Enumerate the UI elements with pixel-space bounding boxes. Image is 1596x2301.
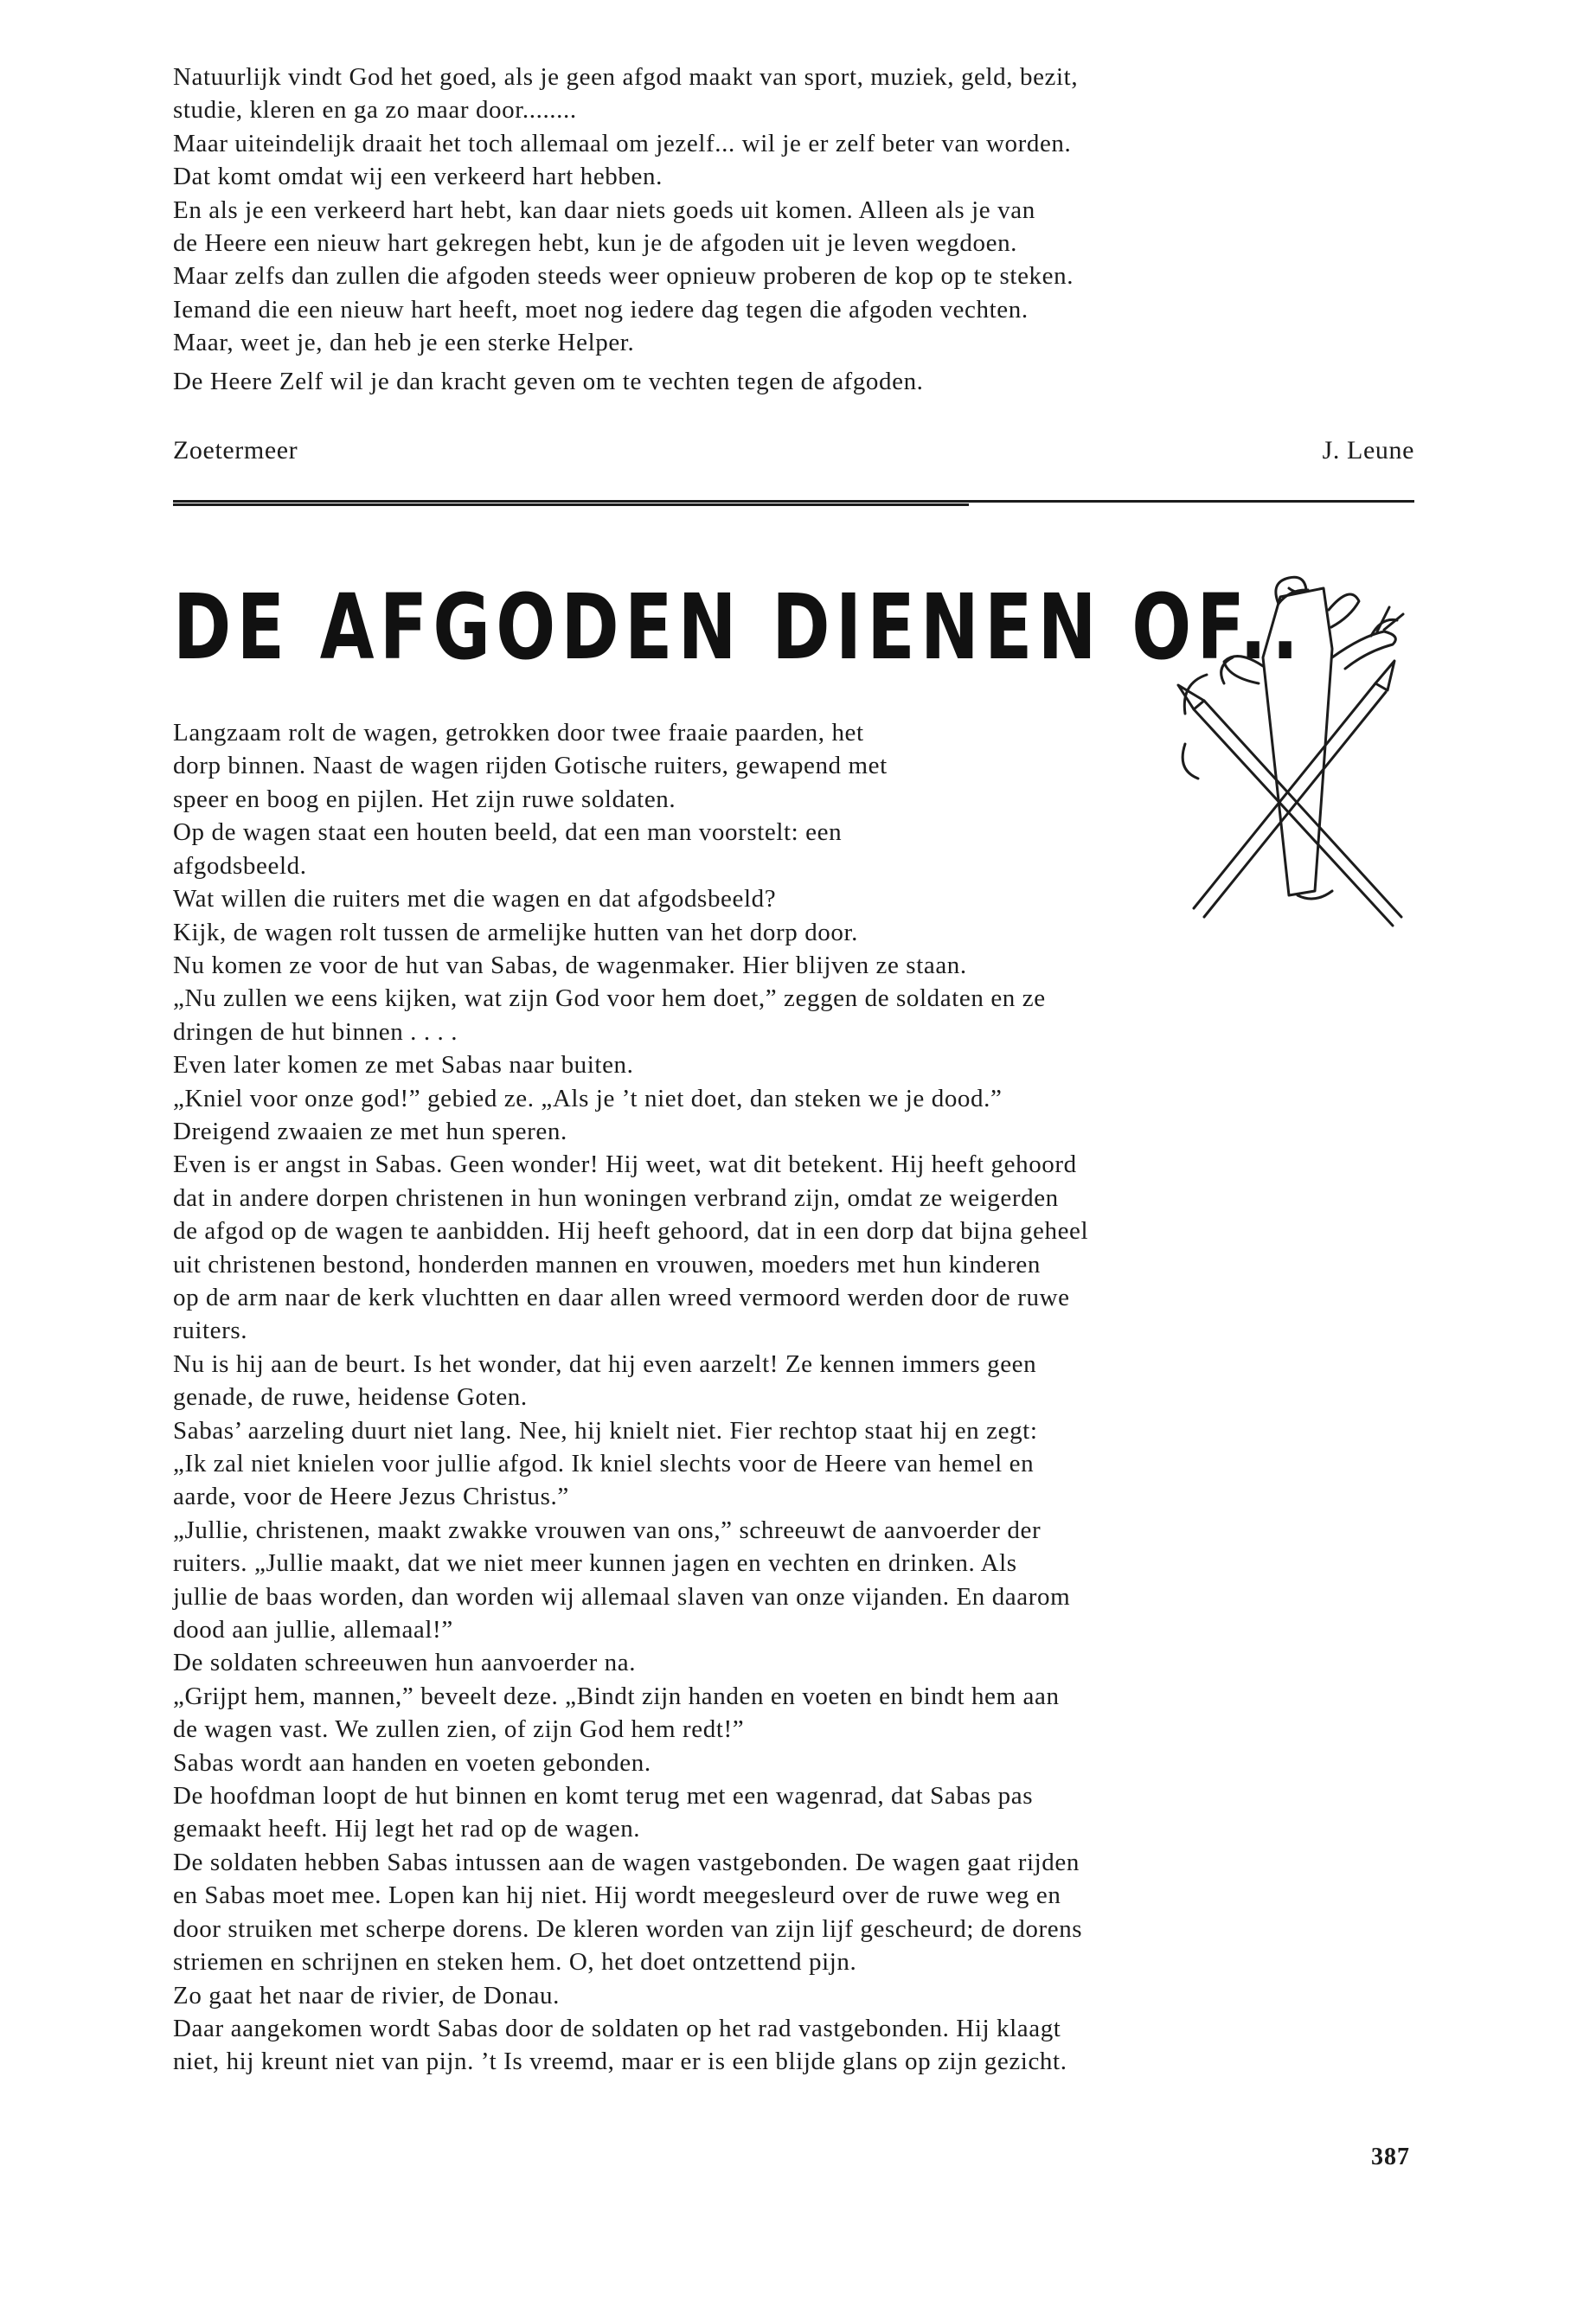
article-line: Sabas’ aarzeling duurt niet lang. Nee, hij knielt niet. Fier rechtop staat hij en zegt:	[173, 1416, 1038, 1445]
article-line: Op de wagen staat een houten beeld, dat een man voorstelt: een	[173, 818, 843, 847]
article-line: „Nu zullen we eens kijken, wat zijn God voor hem doet,” zeggen de soldaten en ze	[173, 984, 1046, 1013]
article-line: Zo gaat het naar de rivier, de Donau.	[173, 1981, 560, 2009]
article-line: aarde, voor de Heere Jezus Christus.”	[173, 1483, 569, 1511]
intro-line: En als je een verkeerd hart hebt, kan daar niets goeds uit komen. Alleen als je van	[173, 195, 1035, 224]
article-line: Wat willen die ruiters met die wagen en dat afgodsbeeld?	[173, 885, 777, 913]
intro-line: Maar zelfs dan zullen die afgoden steeds weer opnieuw proberen de kop op te steken.	[173, 262, 1074, 291]
article-line: dood aan jullie, allemaal!”	[173, 1616, 453, 1644]
article-line: speer en boog en pijlen. Het zijn ruwe soldaten.	[173, 785, 676, 813]
article-title: DE AFGODEN DIENEN OF..	[173, 574, 1304, 681]
intro-line: Natuurlijk vindt God het goed, als je geen afgod maakt van sport, muziek, geld, bezit,	[173, 63, 1079, 91]
intro-line: Dat komt omdat wij een verkeerd hart hebben.	[173, 163, 663, 191]
crossed-spears	[1178, 661, 1401, 926]
article-line: Kijk, de wagen rolt tussen de armelijke hutten van het dorp door.	[173, 918, 859, 946]
intro-line: studie, kleren en ga zo maar door........	[173, 96, 577, 125]
signature-place: Zoetermeer	[173, 436, 298, 465]
intro-line: Maar uiteindelijk draait het toch allemaal om jezelf... wil je er zelf beter van worden.	[173, 129, 1072, 157]
article-line: afgodsbeeld.	[173, 851, 307, 880]
idol-with-crossed-spears-illustration	[1159, 562, 1419, 943]
article-line: dringen de hut binnen . . . .	[173, 1017, 458, 1046]
intro-line: Iemand die een nieuw hart heeft, moet nog iedere dag tegen die afgoden vechten.	[173, 295, 1029, 324]
signature-author: J. Leune	[1322, 436, 1414, 465]
article-line: de afgod op de wagen te aanbidden. Hij heeft gehoord, dat in een dorp dat bijna geheel	[173, 1217, 1089, 1246]
article-line: Even later komen ze met Sabas naar buiten.	[173, 1051, 634, 1080]
article-line: De soldaten hebben Sabas intussen aan de wagen vastgebonden. De wagen gaat rijden	[173, 1848, 1080, 1876]
article-line: Dreigend zwaaien ze met hun speren.	[173, 1117, 567, 1145]
article-line: Even is er angst in Sabas. Geen wonder! Hij weet, wat dit betekent. Hij heeft gehoord	[173, 1150, 1077, 1179]
article-line: „Kniel voor onze god!” gebied ze. „Als je ’t niet doet, dan steken we je dood.”	[173, 1084, 1003, 1112]
intro-section	[173, 61, 1419, 465]
article-line: De soldaten schreeuwen hun aanvoerder na.	[173, 1649, 637, 1677]
article-line: ruiters. „Jullie maakt, dat we niet meer kunnen jagen en vechten en drinken. Als	[173, 1549, 1017, 1578]
section-divider	[173, 500, 1414, 509]
article-line: „Ik zal niet knielen voor jullie afgod. Ik kniel slechts voor de Heere van hemel en	[173, 1450, 1035, 1477]
article-line: genade, de ruwe, heidense Goten.	[173, 1383, 528, 1412]
article-line: striemen en schrijnen en steken hem. O, het doet ontzettend pijn.	[173, 1948, 857, 1977]
divider-line-short	[173, 503, 969, 506]
article-line: jullie de baas worden, dan worden wij allemaal slaven van onze vijanden. En daarom	[173, 1582, 1071, 1611]
article-intro-column	[173, 716, 1155, 949]
article-line: gemaakt heeft. Hij legt het rad op de wagen.	[173, 1815, 641, 1843]
article-line: niet, hij kreunt niet van pijn. ’t Is vreemd, maar er is een blijde glans op zijn gezicht.	[173, 2048, 1067, 2076]
intro-line: Maar, weet je, dan heb je een sterke Helper.	[173, 329, 635, 357]
article-line: op de arm naar de kerk vluchtten en daar allen wreed vermoord werden door de ruwe	[173, 1283, 1070, 1311]
signature-row	[173, 436, 1414, 465]
intro-line: De Heere Zelf wil je dan kracht geven om te vechten tegen de afgoden.	[173, 367, 924, 395]
article-line: Nu is hij aan de beurt. Is het wonder, dat hij even aarzelt! Ze kennen immers geen	[173, 1349, 1037, 1378]
article-line: de wagen vast. We zullen zien, of zijn God hem redt!”	[173, 1715, 745, 1744]
article-line: door struiken met scherpe dorens. De kleren worden van zijn lijf gescheurd; de dorens	[173, 1914, 1083, 1943]
article-line: Sabas wordt aan handen en voeten gebonden.	[173, 1748, 651, 1777]
article-line: Daar aangekomen wordt Sabas door de soldaten op het rad vastgebonden. Hij klaagt	[173, 2014, 1061, 2042]
article-line: dorp binnen. Naast de wagen rijden Gotische ruiters, gewapend met	[173, 752, 888, 780]
article-line: Langzaam rolt de wagen, getrokken door twee fraaie paarden, het	[173, 719, 864, 747]
article-line: De hoofdman loopt de hut binnen en komt terug met een wagenrad, dat Sabas pas	[173, 1782, 1034, 1811]
idol-figure	[1221, 577, 1403, 899]
divider-line	[173, 500, 1414, 503]
page-content	[173, 61, 1419, 2079]
article-line: „Grijpt hem, mannen,” beveelt deze. „Bindt zijn handen en voeten en bindt hem aan	[173, 1682, 1060, 1710]
article-line: dat in andere dorpen christenen in hun woningen verbrand zijn, omdat ze weigerden	[173, 1183, 1059, 1212]
article-line: uit christenen bestond, honderden mannen en vrouwen, moeders met hun kinderen	[173, 1250, 1041, 1279]
article-line: „Jullie, christenen, maakt zwakke vrouwen van ons,” schreeuwt de aanvoerder der	[173, 1516, 1042, 1544]
article-line: ruiters.	[173, 1317, 248, 1345]
article-line: en Sabas moet mee. Lopen kan hij niet. Hij wordt meegesleurd over de ruwe weg en	[173, 1881, 1061, 1910]
intro-line: de Heere een nieuw hart gekregen hebt, kun je de afgoden uit je leven wegdoen.	[173, 229, 1018, 258]
article-line: Nu komen ze voor de hut van Sabas, de wagenmaker. Hier blijven ze staan.	[173, 951, 967, 979]
page-number: 387	[1371, 2144, 1410, 2170]
